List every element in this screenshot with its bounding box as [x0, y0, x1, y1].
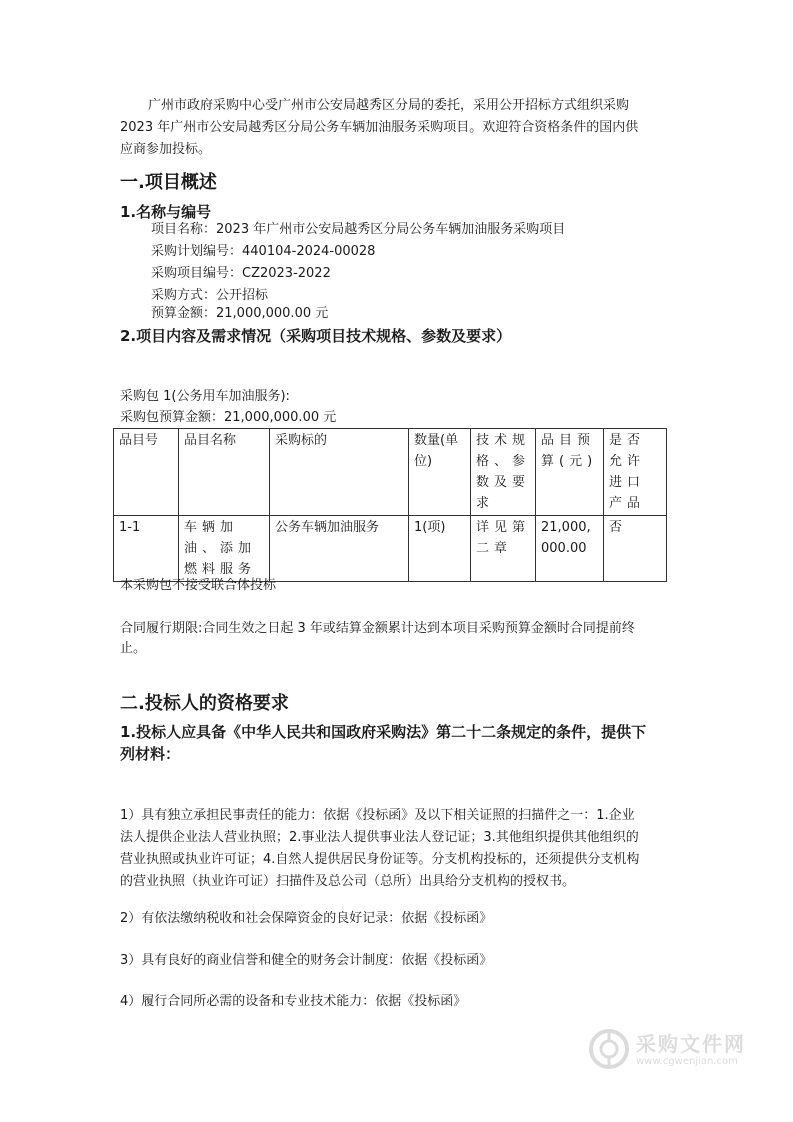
req-1-line-1: 1）具有独立承担民事责任的能力：依据《投标函》及以下相关证照的扫描件之一：1.企业 [120, 808, 635, 823]
contract-period-line-1: 合同履行期限:合同生效之日起 3 年或结算金额累计达到本项目采购预算金额时合同提前终 [120, 621, 635, 636]
contract-period-line-2: 止。 [120, 641, 147, 656]
req-4: 4）履行合同所必需的设备和专业技术能力：依据《投标函》 [120, 994, 467, 1009]
table-header-row [114, 429, 667, 516]
cell-quantity: 1(项) [409, 516, 471, 582]
intro-line-3: 应商参加投标。 [120, 142, 212, 157]
cell-item-no: 1-1 [114, 516, 179, 582]
req-3: 3）具有良好的商业信誉和健全的财务会计制度：依据《投标函》 [120, 953, 493, 968]
header-budget: 品目预算(元) [536, 429, 604, 516]
section-2-title: 二.投标人的资格要求 [120, 693, 289, 714]
section-1-title: 一.项目概述 [120, 172, 217, 193]
cell-import: 否 [604, 516, 667, 582]
req-1-line-2: 法人提供企业法人营业执照；2.事业法人提供事业法人登记证；3.其他组织提供其他组织的 [120, 830, 639, 845]
cell-subject: 公务车辆加油服务 [270, 516, 409, 582]
watermark-logo-icon [588, 1028, 630, 1070]
req-1-line-3: 营业执照或执业许可证；4.自然人提供居民身份证等。分支机构投标的，还须提供分支机构 [120, 852, 640, 867]
subsection-2-1-line-2: 列材料： [120, 745, 181, 763]
budget-amount: 预算金额：21,000,000.00 元 [151, 306, 329, 321]
cell-item-name: 车辆加油、添加燃料服务 [179, 516, 270, 582]
project-name: 项目名称：2023 年广州市公安局越秀区分局公务车辆加油服务采购项目 [151, 222, 566, 237]
table-row [114, 516, 667, 582]
header-quantity: 数量(单位) [409, 429, 471, 516]
watermark-url: www.cgwenjian.com [636, 1056, 738, 1067]
req-1-line-4: 的营业执照（执业许可证）扫描件及总公司（总所）出具给分支机构的授权书。 [120, 874, 576, 889]
no-consortium-note: 本采购包不接受联合体投标 [120, 578, 277, 593]
procurement-method: 采购方式：公开招标 [151, 288, 269, 303]
header-item-name: 品目名称 [179, 429, 270, 516]
header-item-no: 品目号 [114, 429, 179, 516]
project-number: 采购项目编号：CZ2023-2022 [151, 266, 331, 281]
header-import: 是否允许进口产品 [604, 429, 667, 516]
package-budget: 采购包预算金额：21,000,000.00 元 [120, 410, 337, 425]
intro-line-1: 广州市政府采购中心受广州市公安局越秀区分局的委托，采用公开招标方式组织采购 [148, 98, 630, 113]
header-spec: 技术规格、参数及要求 [471, 429, 536, 516]
subsection-2-1-line-1: 1.投标人应具备《中华人民共和国政府采购法》第二十二条规定的条件，提供下 [120, 723, 647, 741]
cell-spec: 详见第二章 [471, 516, 536, 582]
intro-line-2: 2023 年广州市公安局越秀区分局公务车辆加油服务采购项目。欢迎符合资格条件的国内供 [120, 120, 639, 135]
plan-number: 采购计划编号：440104-2024-00028 [151, 244, 376, 259]
cell-budget: 21,000,000.00 [536, 516, 604, 582]
header-subject: 采购标的 [270, 429, 409, 516]
items-table [113, 428, 667, 582]
watermark [588, 1024, 748, 1074]
watermark-title: 采购文件网 [636, 1032, 746, 1056]
package-label: 采购包 1(公务用车加油服务): [120, 389, 290, 404]
req-2: 2）有依法缴纳税收和社会保障资金的良好记录：依据《投标函》 [120, 911, 493, 926]
subsection-1-1-title: 1.名称与编号 [120, 203, 212, 221]
subsection-1-2-title: 2.项目内容及需求情况（采购项目技术规格、参数及要求） [120, 327, 512, 345]
